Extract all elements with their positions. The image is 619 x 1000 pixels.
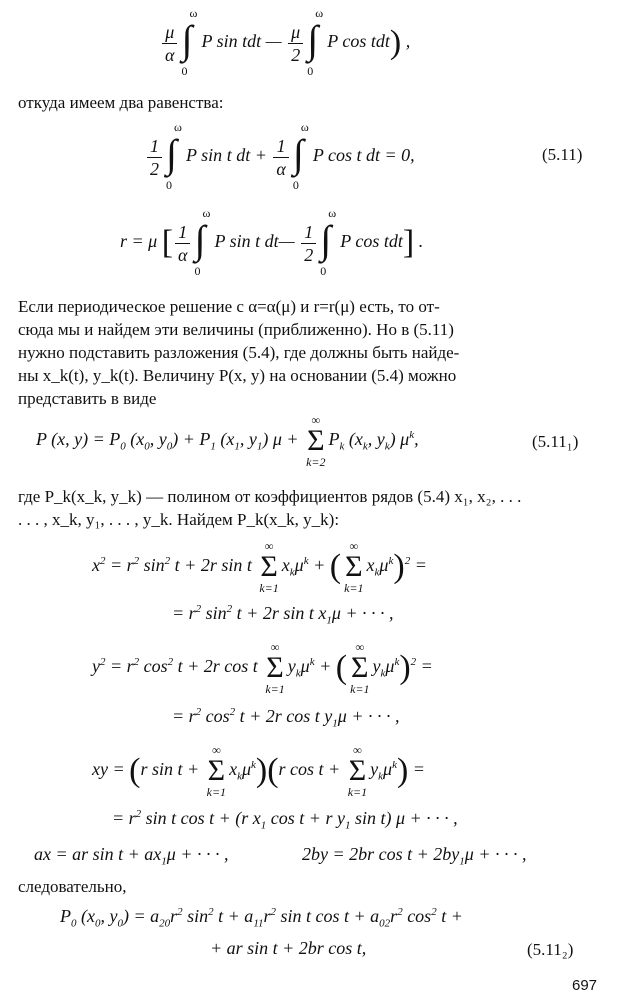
equation-xy: xy = (r sin t + ∞ Σ k=1 $x_k\mu^k)(r$ cos t + ∞ Σ k=1 $y_k\mu^k$) = — [92, 743, 425, 799]
paragraph-1-line-5: представить в виде — [18, 389, 157, 408]
equation-5-11-1: P (x, $y) = P_0$ ($x_0$, $y_0) + P_1$ ($x_1$, $y_1$) μ + ∞ Σ k=2 $P_k$ ($x_k$, $y_k$) $\mu^k$, — [36, 413, 419, 469]
page-number: 697 — [572, 977, 598, 994]
equation-xy-cont: = $r^2$ sin t cos t + (r $x_1$ cos t + r $y_1$ sin t) μ + · · · , — [112, 808, 458, 832]
text-line-1: откуда имеем два равенства: — [18, 93, 224, 112]
equation-top: $\frac{\mu}{\alpha}$ ω ∫ 0 P sin tdt — $\frac{\mu}{2}$ ω ∫ 0 P cos tdt) , — [160, 12, 410, 74]
equation-y-squared-cont: = $r^2$ $\cos^2 t + 2r$ cos t $y_1\mu$ + · · · , — [172, 706, 400, 730]
equation-label-5-11: (5.11) — [542, 145, 583, 164]
paragraph-1-line-4: ны x_k(t), y_k(t). Величину P(x, y) на основании (5.4) можно — [18, 366, 457, 385]
equation-label-5-11-2: (5.11₂) — [527, 940, 574, 959]
text-sledovatelno: следовательно, — [18, 877, 127, 896]
equation-y-squared: $y^2 = r^2$ $\cos^2 t + 2r$ cos t ∞ Σ k=1 $y_k\mu^k$ + ( ∞ Σ k=1 $y_k\mu^k)^2$ = — [92, 640, 433, 696]
paragraph-2-line-1: где P_k(x_k, y_k) — полином от коэффициентов рядов (5.4) x₁, x₂, . . . — [18, 487, 522, 506]
equation-5-11: $\frac{1}{2}$ ω ∫ 0 P sin t dt + $\frac{1}{\alpha}$ ω ∫ 0 P cos t dt = 0, — [145, 126, 415, 188]
paragraph-2-line-2: . . . , x_k, y₁, . . . , y_k. Найдем P_k(x_k, y_k): — [18, 510, 340, 529]
equation-x-squared-cont: = $r^2$ $\sin^2 t + 2r$ sin t $x_1\mu$ + · · · , — [172, 603, 394, 627]
equation-x-squared: $x^2 = r^2$ $\sin^2 t + 2r$ sin t ∞ Σ k=1 $x_k\mu^k$ + ( ∞ Σ k=1 $x_k\mu^k)^2$ = — [92, 539, 427, 595]
paragraph-1-line-1: Если периодическое решение с α=α(μ) и r=r(μ) есть, то от- — [18, 297, 440, 316]
equation-p0: $P_0$ ($x_0$, $y_0) = a_{20}r^2$ $\sin^2 t + a_{11}r^2$ sin t $\cos t + a_{02}r^2$ $\cos^2 t$ + — [60, 906, 463, 930]
equation-r: r = μ [ $\frac{1}{\alpha}$ ω ∫ 0 P sin t dt— $\frac{1}{2}$ ω ∫ 0 P cos tdt] . — [120, 206, 424, 278]
equation-ax: ax = ar $\sin t + ax_1\mu$ + · · · , — [34, 844, 229, 868]
equation-2by: 2by = 2br $\cos t + 2by_1\mu$ + · · · , — [302, 844, 527, 868]
equation-label-5-11-1: (5.11₁) — [532, 432, 579, 451]
equation-p0-cont: + ar sin t + 2br cos t, — [210, 938, 367, 958]
paragraph-1-line-3: нужно подставить разложения (5.4), где должны быть найде- — [18, 343, 460, 362]
paragraph-1-line-2: сюда мы и найдем эти величины (приближенно). Но в (5.11) — [18, 320, 454, 339]
